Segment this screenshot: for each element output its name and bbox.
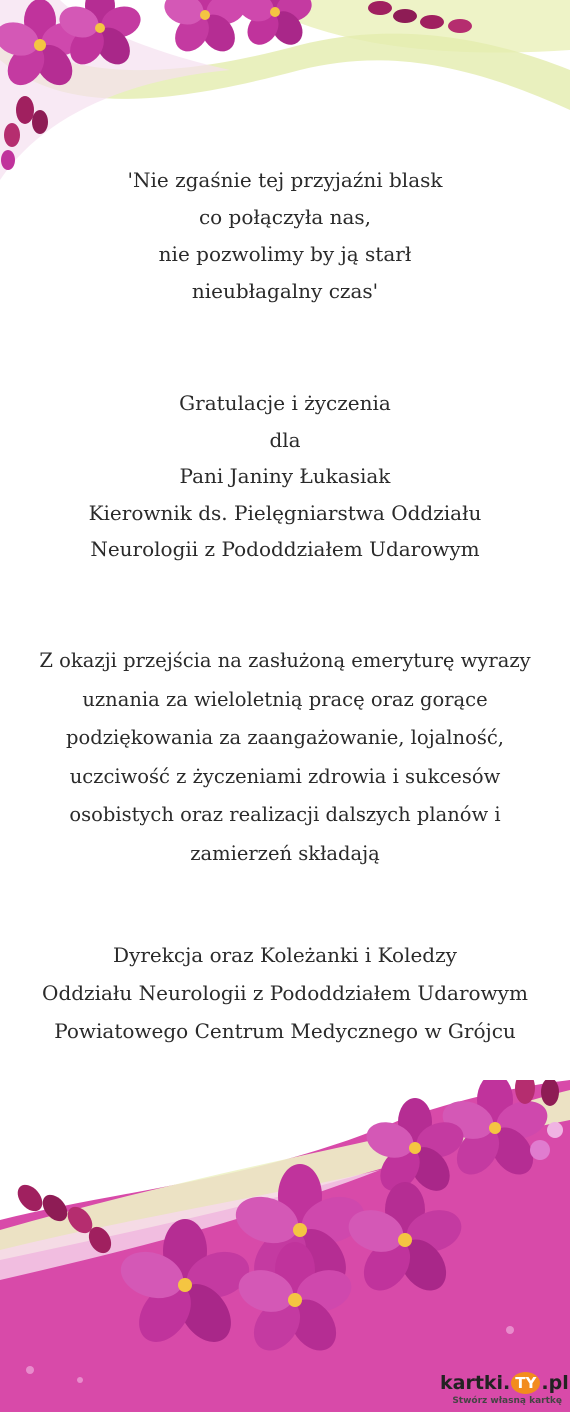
greeting-line: Gratulacje i życzenia: [179, 391, 391, 415]
signature: [0, 936, 570, 1050]
greeting-line: dla: [269, 427, 301, 452]
brand-suffix: .pl: [541, 1372, 569, 1394]
wishes-message: [0, 642, 570, 874]
message-line: zamierzeń składają: [190, 841, 380, 865]
kartki-ty-logo[interactable]: [440, 1372, 569, 1406]
message-line: uczciwość z życzeniami zdrowia i sukcesów: [69, 764, 501, 788]
verse: [0, 162, 570, 310]
verse-line: 'Nie zgaśnie tej przyjaźni blask: [127, 168, 443, 192]
verse-line: nieubłagalny czas': [191, 279, 379, 303]
greeting-header: [0, 385, 570, 568]
brand-prefix: kartki.: [440, 1372, 511, 1394]
brand-badge: TY: [511, 1372, 540, 1394]
bottom-lilac-decoration: [0, 1080, 570, 1412]
signature-line: Oddziału Neurologii z Pododdziałem Udarowym: [42, 981, 528, 1005]
verse-line: nie pozwolimy by ją starł: [158, 242, 412, 266]
message-line: uznania za wieloletnią pracę oraz gorące: [82, 687, 488, 711]
message-line: osobistych oraz realizacji dalszych planów i: [69, 803, 501, 827]
verse-line: co połączyła nas,: [198, 205, 372, 229]
recipient-title: Neurologii z Pododdziałem Udarowym: [90, 537, 480, 561]
recipient-title: Kierownik ds. Pielęgniarstwa Oddziału: [88, 500, 482, 525]
signature-line: Powiatowego Centrum Medycznego w Grójcu: [54, 1019, 516, 1043]
message-line: Z okazji przejścia na zasłużoną emeryturę wyrazy: [39, 649, 531, 672]
signature-line: Dyrekcja oraz Koleżanki i Koledzy: [113, 943, 457, 967]
recipient-name: Pani Janiny Łukasiak: [179, 464, 391, 488]
brand-tagline: Stwórz własną kartkę: [452, 1396, 562, 1406]
message-line: podziękowania za zaangażowanie, lojalność,: [66, 726, 504, 750]
